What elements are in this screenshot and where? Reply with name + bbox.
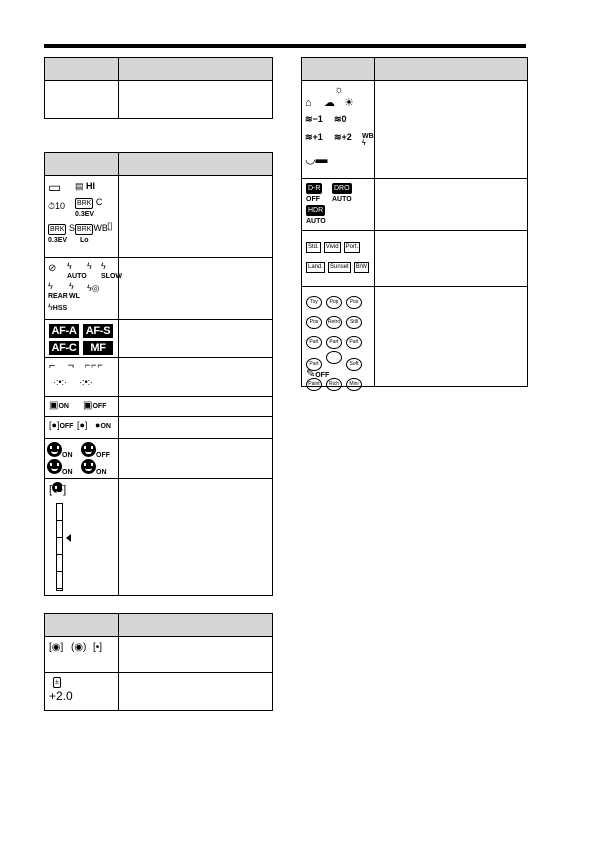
header-cell-icon (302, 58, 375, 81)
single-shot-icon: ▭ (48, 179, 62, 195)
table-top-left (44, 57, 273, 119)
smile-big-icon: ON (81, 459, 107, 476)
local-icon: ·:•:· (79, 377, 94, 387)
desc-cell (119, 320, 273, 358)
desc-cell (119, 358, 273, 397)
fluorescent-p2-icon: ≋+2 (334, 132, 352, 142)
style-std-icon: Std. (306, 242, 321, 253)
desc-cell (119, 637, 273, 673)
style-vivid-icon: Vivid (324, 242, 341, 253)
smile-shutter-icons (45, 439, 119, 479)
dro-icons (302, 179, 375, 231)
flash-rear-icon: ϟ REAR (48, 281, 68, 300)
flash-slow-icon: ϟ SLOW (101, 261, 122, 280)
fluorescent-0-icon: ≋0 (334, 114, 347, 124)
icon-cell (45, 81, 119, 119)
creative-style-icons (302, 231, 375, 287)
af-s-icon: AF-S (83, 324, 113, 338)
bracket-s-icon: BRK S 0.3EV (48, 223, 75, 244)
flash-redeye-icon: ϟ◎ (87, 283, 100, 293)
focus-mode-icons (45, 320, 119, 358)
flash-off-icon: ⊘ (48, 263, 57, 274)
shade-icon: ⌂ (305, 97, 312, 109)
cloudy-icon: ☁ (324, 97, 335, 109)
effect-pos-icon: Pos (346, 296, 362, 309)
style-row-1 (306, 241, 363, 253)
bracket-wb-icon: BRK WB Lo (77, 223, 108, 244)
desc-cell (119, 176, 273, 258)
flash-hss-icon: ϟHSS (48, 302, 68, 312)
metering-icons (45, 637, 119, 673)
effect-off-icon: ✎OFF (306, 368, 330, 380)
fluorescent-m1-icon: ≋−1 (305, 114, 323, 124)
exposure-comp-icons (45, 673, 119, 711)
header-cell-icon (45, 614, 119, 637)
desc-cell (375, 81, 528, 179)
header-cell-desc (375, 58, 528, 81)
af-area-icons (45, 358, 119, 397)
smile-off-icon: OFF (81, 442, 110, 459)
header-cell-icon (45, 58, 119, 81)
flash-auto-icon: ϟ AUTO (67, 261, 87, 280)
header-cell-desc (119, 153, 273, 176)
spot-metering-icon: [•] (93, 642, 103, 653)
effect-part3-icon: Part (346, 336, 362, 349)
face-detection-icons (45, 417, 119, 439)
wide-area-icon: ⌐ ¬ (49, 360, 75, 372)
flash-fill-icon: ϟ (87, 261, 92, 271)
effect-part4-icon: Part (306, 358, 322, 371)
ev-value: +2.0 (49, 689, 73, 703)
bracket-c-icon: BRK C 0.3EV (75, 197, 103, 218)
flash-wb-icon: WB ϟ (362, 133, 374, 147)
smile-sensitivity-bar (56, 503, 63, 591)
flash-wireless-icon: ϟ WL (69, 281, 80, 300)
smile-detection-icon: [ ] (49, 484, 67, 496)
desc-cell (375, 179, 528, 231)
smile-level-pointer (66, 534, 71, 542)
remote-icon: ▯ (107, 221, 113, 232)
desc-cell (119, 81, 273, 119)
header-cell-desc (119, 58, 273, 81)
lock-on-off-icon: ▣OFF (83, 400, 107, 411)
desc-cell (119, 258, 273, 320)
table-right (301, 57, 528, 387)
custom-wb-icon: ◡▬ (305, 152, 328, 166)
drive-mode-icons (45, 176, 119, 258)
effect-part2-icon: Part (326, 336, 342, 349)
flash-comp-icon: ± (55, 679, 59, 686)
desc-cell (119, 417, 273, 439)
lock-on-on-icon: ▣ON (49, 400, 69, 411)
header-cell-icon (45, 153, 119, 176)
style-row-2 (306, 261, 372, 273)
table-metering (44, 613, 273, 711)
zone-area-icon: ⌐⌐⌐ (85, 360, 104, 370)
effect-hdr-icon (326, 351, 342, 364)
desc-cell (119, 479, 273, 596)
face-detect-on-icon: [●] (77, 420, 88, 430)
table-shooting (44, 152, 273, 596)
af-c-icon: AF-C (49, 341, 79, 355)
hdr-auto-icon: HDR AUTO (306, 207, 326, 225)
daylight-icon: ☼ (334, 84, 345, 96)
mf-icon: MF (83, 341, 113, 355)
face-register-icon: ●ON (95, 420, 111, 430)
effect-mini-icon: Mini (346, 378, 362, 391)
picture-effect-icons (302, 287, 375, 387)
smile-normal-icon: ON (47, 459, 73, 476)
dro-off-icon: D-R OFF (306, 185, 321, 203)
continuous-hi-icon: ▤ HI (75, 181, 96, 191)
fluorescent-p1-icon: ≋+1 (305, 132, 323, 142)
center-weighted-icon: (◉) (71, 642, 87, 653)
effect-still-icon: Still (346, 316, 362, 329)
self-timer-icon: ⏱10 (48, 201, 66, 211)
effect-pop-icon: Pop (326, 296, 342, 309)
style-portrait-icon: Port. (344, 242, 361, 253)
spot-icon: ·:•:· (53, 377, 68, 387)
effect-soft-icon: Soft (346, 358, 362, 371)
white-balance-icons (302, 81, 375, 179)
desc-cell (375, 287, 528, 387)
smile-on-icon: ON (47, 442, 73, 459)
effect-rich-icon: Rich (326, 378, 342, 391)
style-sunset-icon: Sunset (328, 262, 351, 273)
effect-part1-icon: Part (306, 336, 322, 349)
effect-toy-icon: Toy (306, 296, 322, 309)
effect-paint-icon: Paint (306, 378, 322, 391)
dro-auto-icon: DRO AUTO (332, 185, 352, 203)
desc-cell (119, 673, 273, 711)
effect-pos2-icon: Pos (306, 316, 322, 329)
face-detect-off-icon: [●]OFF (49, 420, 74, 430)
flash-mode-icons (45, 258, 122, 320)
header-cell-desc (119, 614, 273, 637)
desc-cell (119, 439, 273, 479)
header-rule (44, 44, 526, 48)
af-a-icon: AF-A (49, 324, 79, 338)
effect-retro-icon: Retro (326, 316, 342, 329)
style-bw-icon: B/W (354, 262, 369, 273)
multi-segment-icon: [◉] (49, 642, 64, 653)
desc-cell (375, 231, 528, 287)
desc-cell (119, 397, 273, 417)
incandescent-icon: ☀ (344, 97, 354, 109)
lock-on-icons (45, 397, 119, 417)
style-landscape-icon: Land. (306, 262, 325, 273)
smile-indicator-cell (45, 479, 119, 596)
